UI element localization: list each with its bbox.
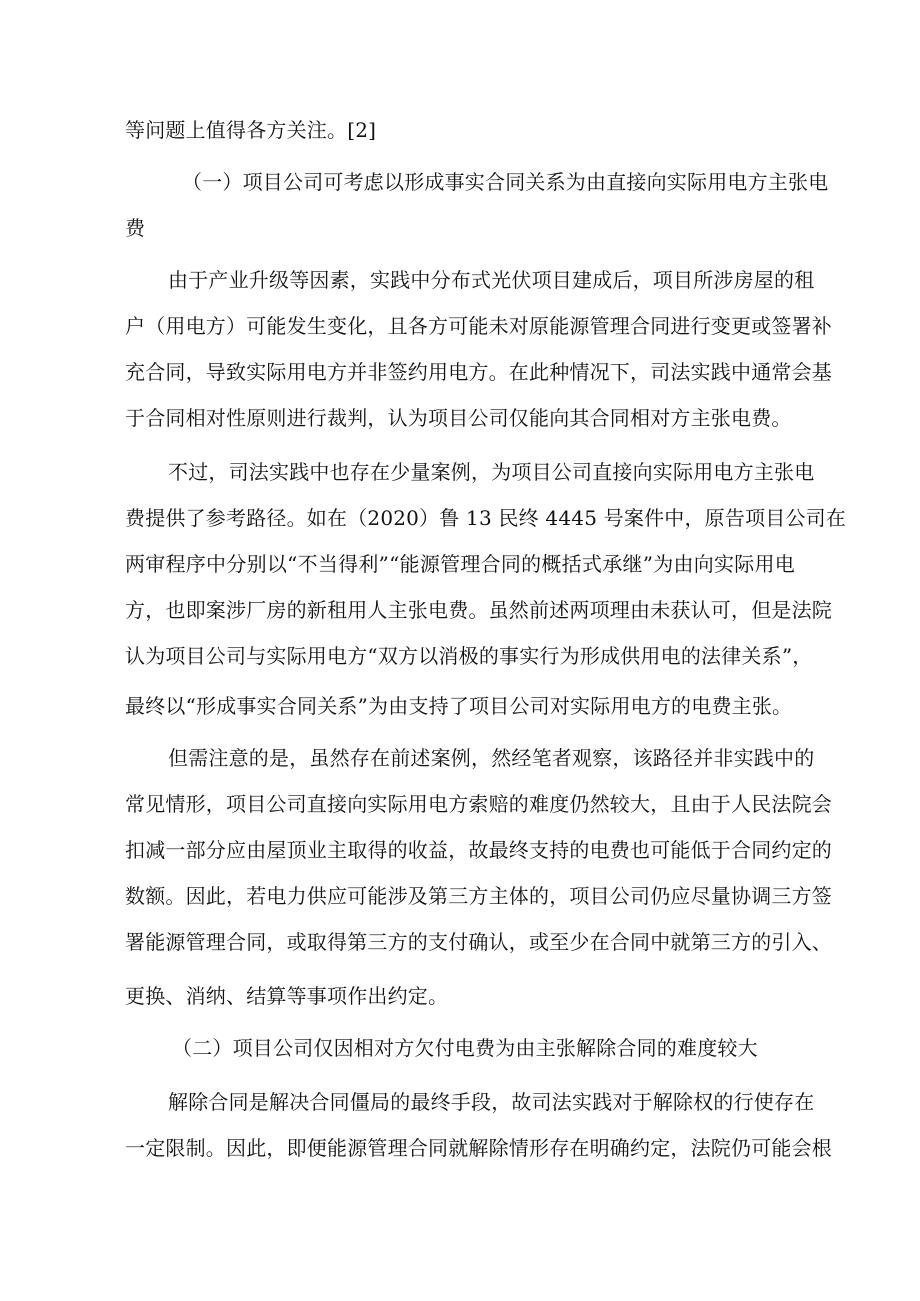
paragraph-line: 户（用电方）可能发生变化，且各方可能未对原能源管理合同进行变更或签署补 (125, 314, 832, 338)
paragraph-line: 充合同，导致实际用电方并非签约用电方。在此种情况下，司法实践中通常会基 (125, 360, 832, 384)
section-heading-continued: 费 (125, 216, 146, 240)
paragraph-line: 最终以“形成事实合同关系”为由支持了项目公司对实际用电方的电费主张。 (125, 694, 793, 718)
paragraph-line: 认为项目公司与实际用电方“双方以消极的事实行为形成供用电的法律关系”， (125, 644, 813, 668)
paragraph-line: 一定限制。因此，即便能源管理合同就解除情形存在明确约定，法院仍可能会根 (125, 1136, 832, 1160)
paragraph-line: 署能源管理合同，或取得第三方的支付确认，或至少在合同中就第三方的引入、 (125, 930, 832, 954)
paragraph-line: 不过，司法实践中也存在少量案例，为项目公司直接向实际用电方主张电 (168, 460, 815, 484)
paragraph-line: 等问题上值得各方关注。[2] (125, 118, 377, 142)
paragraph-line: 但需注意的是，虽然存在前述案例，然经笔者观察，该路径并非实践中的 (168, 746, 815, 770)
paragraph-line: 数额。因此，若电力供应可能涉及第三方主体的，项目公司仍应尽量协调三方签 (125, 884, 832, 908)
paragraph-line: 扣减一部分应由屋顶业主取得的收益，故最终支持的电费也可能低于合同约定的 (125, 838, 832, 862)
paragraph-line: 解除合同是解决合同僵局的最终手段，故司法实践对于解除权的行使存在 (168, 1090, 815, 1114)
paragraph-line: 两审程序中分别以“不当得利”“能源管理合同的概括式承继”为由向实际用电 (125, 552, 795, 576)
paragraph-line: 方，也即案涉厂房的新租用人主张电费。虽然前述两项理由未获认可，但是法院 (125, 598, 832, 622)
section-heading: （二）项目公司仅因相对方欠付电费为由主张解除合同的难度较大 (172, 1036, 758, 1060)
paragraph-line: 常见情形，项目公司直接向实际用电方索赔的难度仍然较大，且由于人民法院会 (125, 792, 832, 816)
paragraph-line: 于合同相对性原则进行裁判，认为项目公司仅能向其合同相对方主张电费。 (125, 406, 792, 430)
section-heading: （一）项目公司可考虑以形成事实合同关系为由直接向实际用电方主张电 (182, 170, 829, 194)
paragraph-line: 更换、消纳、结算等事项作出约定。 (125, 984, 449, 1008)
paragraph-line: 由于产业升级等因素，实践中分布式光伏项目建成后，项目所涉房屋的租 (168, 268, 815, 292)
paragraph-line: 费提供了参考路径。如在（2020）鲁 13 民终 4445 号案件中，原告项目公司在 (125, 506, 847, 530)
